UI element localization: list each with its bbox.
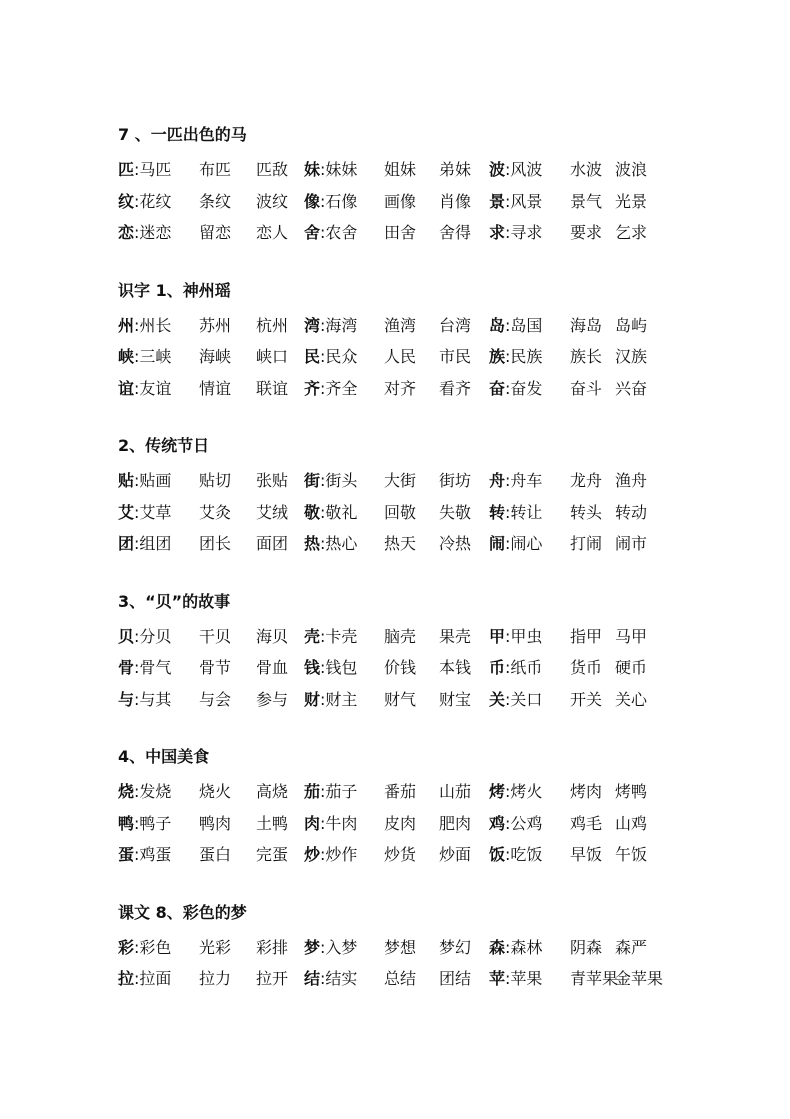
head-character: 贝 [118, 626, 135, 646]
section-title: 识字 1、神州瑶 [118, 280, 231, 300]
word: 画像 [384, 191, 417, 211]
head-character: 钱 [304, 658, 321, 677]
word: 市民 [439, 347, 472, 366]
section [118, 124, 678, 249]
vocab-row [118, 497, 678, 529]
vocab-row [118, 621, 678, 653]
word: 友谊 [139, 378, 172, 398]
word: 茄子 [325, 782, 358, 801]
word: 森严 [615, 937, 648, 957]
word: 峡口 [256, 347, 289, 366]
entry-first-word: 妹:妹妹 [304, 160, 358, 179]
word: 甲虫 [510, 626, 543, 646]
head-character: 民 [304, 347, 321, 366]
section [118, 280, 678, 405]
entry-first-word: 岛:岛国 [489, 315, 543, 335]
entry-first-word: 烤:烤火 [489, 782, 543, 801]
word: 岛国 [510, 315, 543, 335]
word: 海峡 [199, 347, 232, 366]
word: 要求 [570, 223, 603, 242]
head-character: 岛 [489, 315, 506, 335]
word: 烤肉 [570, 782, 603, 801]
vocab-row [118, 528, 678, 560]
word: 结实 [325, 969, 358, 988]
word: 炒面 [439, 845, 472, 864]
word: 钱包 [325, 658, 358, 677]
word: 艾绒 [256, 502, 289, 522]
word: 炒货 [384, 845, 417, 864]
head-character: 齐 [304, 378, 321, 398]
entry-first-word: 求:寻求 [489, 223, 543, 242]
word: 弟妹 [439, 160, 472, 179]
word: 鸭肉 [199, 813, 232, 833]
word: 民族 [510, 347, 543, 366]
word: 波浪 [615, 160, 648, 179]
word: 烤鸭 [615, 782, 648, 801]
word: 杭州 [256, 315, 289, 335]
head-character: 骨 [118, 658, 135, 677]
word: 海湾 [325, 315, 358, 335]
head-character: 像 [304, 191, 321, 211]
word: 与其 [139, 689, 172, 709]
word: 团长 [199, 534, 232, 553]
head-character: 烤 [489, 782, 506, 801]
word: 卡壳 [325, 626, 358, 646]
entry-first-word: 艾:艾草 [118, 502, 172, 522]
head-character: 彩 [118, 937, 135, 957]
vocab-row [118, 154, 678, 186]
word: 石像 [325, 191, 358, 211]
word: 纸币 [510, 658, 543, 677]
head-character: 蛋 [118, 845, 135, 864]
word: 舟车 [510, 471, 543, 490]
word: 敬礼 [325, 502, 358, 522]
word: 财宝 [439, 689, 472, 709]
entry-first-word: 民:民众 [304, 347, 358, 366]
word: 烤火 [510, 782, 543, 801]
word: 高烧 [256, 782, 289, 801]
word: 条纹 [199, 191, 232, 211]
entry-first-word: 州:州长 [118, 315, 172, 335]
word: 田舍 [384, 223, 417, 242]
vocab-row [118, 808, 678, 840]
word: 乞求 [615, 223, 648, 242]
word: 对齐 [384, 378, 417, 398]
word: 发烧 [139, 782, 172, 801]
word: 完蛋 [256, 845, 289, 864]
word: 鸭子 [139, 813, 172, 833]
word: 开关 [570, 689, 603, 709]
word: 梦想 [384, 937, 417, 957]
head-character: 峡 [118, 347, 135, 366]
entry-first-word: 像:石像 [304, 191, 358, 211]
section-title: 课文 8、彩色的梦 [118, 902, 247, 922]
vocab-row [118, 310, 678, 342]
entry-first-word: 舟:舟车 [489, 471, 543, 490]
word: 面团 [256, 534, 289, 553]
word: 街头 [325, 471, 358, 490]
entry-first-word: 波:风波 [489, 160, 543, 179]
word: 渔舟 [615, 471, 648, 490]
vocab-row [118, 373, 678, 405]
word: 拉开 [256, 969, 289, 988]
word: 彩排 [256, 937, 289, 957]
section-title: 3、“贝”的故事 [118, 591, 231, 611]
vocab-row [118, 465, 678, 497]
entry-first-word: 烧:发烧 [118, 782, 172, 801]
word: 财气 [384, 689, 417, 709]
word: 山鸡 [615, 813, 648, 833]
entry-first-word: 转:转让 [489, 502, 543, 522]
word: 午饭 [615, 845, 648, 864]
word: 奋斗 [570, 378, 603, 398]
head-character: 梦 [304, 937, 321, 957]
word: 龙舟 [570, 471, 603, 490]
word: 海贝 [256, 626, 289, 646]
vocab-row [118, 217, 678, 249]
word: 金苹果 [615, 969, 664, 988]
word: 马匹 [139, 160, 172, 179]
head-character: 烧 [118, 782, 135, 801]
head-character: 茄 [304, 782, 321, 801]
entry-first-word: 贴:贴画 [118, 471, 172, 490]
section [118, 435, 678, 560]
entry-first-word: 齐:齐全 [304, 378, 358, 398]
word: 奋发 [510, 378, 543, 398]
entry-first-word: 贝:分贝 [118, 626, 172, 646]
word: 看齐 [439, 378, 472, 398]
entry-first-word: 蛋:鸡蛋 [118, 845, 172, 864]
word: 干贝 [199, 626, 232, 646]
head-character: 转 [489, 502, 506, 522]
word: 参与 [256, 689, 289, 709]
word: 齐全 [325, 378, 358, 398]
head-character: 贴 [118, 471, 135, 490]
word: 贴切 [199, 471, 232, 490]
word: 联谊 [256, 378, 289, 398]
word: 骨气 [139, 658, 172, 677]
word: 炒作 [325, 845, 358, 864]
head-character: 饭 [489, 845, 506, 864]
head-character: 族 [489, 347, 506, 366]
entry-first-word: 森:森林 [489, 937, 543, 957]
word: 公鸡 [510, 813, 543, 833]
entry-first-word: 梦:入梦 [304, 937, 358, 957]
vocab-row [118, 341, 678, 373]
word: 三峡 [139, 347, 172, 366]
word: 闹心 [510, 534, 543, 553]
entry-first-word: 纹:花纹 [118, 191, 172, 211]
entry-first-word: 恋:迷恋 [118, 223, 172, 242]
word: 本钱 [439, 658, 472, 677]
word: 民众 [325, 347, 358, 366]
entry-first-word: 热:热心 [304, 534, 358, 553]
document [118, 124, 678, 1026]
word: 渔湾 [384, 315, 417, 335]
head-character: 谊 [118, 378, 135, 398]
head-character: 团 [118, 534, 135, 553]
word: 台湾 [439, 315, 472, 335]
word: 人民 [384, 347, 417, 366]
word: 留恋 [199, 223, 232, 242]
section-title: 7 、一匹出色的马 [118, 125, 247, 144]
word: 鸡毛 [570, 813, 603, 833]
word: 拉面 [139, 969, 172, 988]
entry-first-word: 骨:骨气 [118, 658, 172, 677]
word: 妹妹 [325, 160, 358, 179]
head-character: 币 [489, 658, 506, 677]
head-character: 鸡 [489, 813, 506, 833]
entry-first-word: 钱:钱包 [304, 658, 358, 677]
entry-first-word: 团:组团 [118, 534, 172, 553]
vocab-row [118, 932, 678, 964]
head-character: 肉 [304, 813, 321, 833]
word: 苹果 [510, 969, 543, 988]
word: 岛屿 [615, 315, 648, 335]
word: 与会 [199, 689, 232, 709]
word: 水波 [570, 160, 603, 179]
word: 迷恋 [139, 223, 172, 242]
entry-first-word: 结:结实 [304, 969, 358, 988]
head-character: 壳 [304, 626, 321, 646]
word: 关心 [615, 689, 648, 709]
head-character: 舟 [489, 471, 506, 490]
word: 骨血 [256, 658, 289, 677]
word: 马甲 [615, 626, 648, 646]
word: 总结 [384, 969, 417, 988]
word: 闹市 [615, 534, 648, 553]
head-character: 景 [489, 191, 506, 211]
head-character: 街 [304, 471, 321, 490]
word: 价钱 [384, 658, 417, 677]
word: 土鸭 [256, 813, 289, 833]
word: 农舍 [325, 223, 358, 242]
word: 团结 [439, 969, 472, 988]
word: 烧火 [199, 782, 232, 801]
word: 光景 [615, 191, 648, 211]
entry-first-word: 族:民族 [489, 347, 543, 366]
word: 脑壳 [384, 626, 417, 646]
entry-first-word: 苹:苹果 [489, 969, 543, 988]
word: 梦幻 [439, 937, 472, 957]
entry-first-word: 壳:卡壳 [304, 626, 358, 646]
word: 阴森 [570, 937, 603, 957]
entry-first-word: 财:财主 [304, 689, 358, 709]
word: 光彩 [199, 937, 232, 957]
head-character: 炒 [304, 845, 321, 864]
vocab-row [118, 963, 678, 995]
word: 番茄 [384, 782, 417, 801]
word: 鸡蛋 [139, 845, 172, 864]
head-character: 与 [118, 689, 135, 709]
head-character: 波 [489, 160, 506, 179]
head-character: 舍 [304, 223, 321, 242]
word: 失敬 [439, 502, 472, 522]
entry-first-word: 茄:茄子 [304, 782, 358, 801]
word: 舍得 [439, 223, 472, 242]
head-character: 关 [489, 689, 506, 709]
head-character: 纹 [118, 191, 135, 211]
word: 转动 [615, 502, 648, 522]
head-character: 艾 [118, 502, 135, 522]
entry-first-word: 拉:拉面 [118, 969, 172, 988]
word: 寻求 [510, 223, 543, 242]
word: 分贝 [139, 626, 172, 646]
word: 匹敌 [256, 160, 289, 179]
word: 财主 [325, 689, 358, 709]
entry-first-word: 彩:彩色 [118, 937, 172, 957]
head-character: 妹 [304, 160, 321, 179]
word: 山茄 [439, 782, 472, 801]
word: 拉力 [199, 969, 232, 988]
word: 转让 [510, 502, 543, 522]
word: 骨节 [199, 658, 232, 677]
word: 牛肉 [325, 813, 358, 833]
word: 艾草 [139, 502, 172, 522]
head-character: 鸭 [118, 813, 135, 833]
word: 风景 [510, 191, 543, 211]
vocab-row [118, 186, 678, 218]
word: 张贴 [256, 471, 289, 490]
word: 回敬 [384, 502, 417, 522]
word: 关口 [510, 689, 543, 709]
entry-first-word: 匹:马匹 [118, 160, 172, 179]
head-character: 拉 [118, 969, 135, 988]
head-character: 闹 [489, 534, 506, 553]
vocab-row [118, 652, 678, 684]
word: 彩色 [139, 937, 172, 957]
word: 汉族 [615, 347, 648, 366]
vocab-row [118, 776, 678, 808]
head-character: 敬 [304, 502, 321, 522]
word: 肥肉 [439, 813, 472, 833]
entry-first-word: 舍:农舍 [304, 223, 358, 242]
word: 波纹 [256, 191, 289, 211]
head-character: 匹 [118, 160, 135, 179]
word: 海岛 [570, 315, 603, 335]
word: 热心 [325, 534, 358, 553]
word: 打闹 [570, 534, 603, 553]
word: 转头 [570, 502, 603, 522]
section-title: 4、中国美食 [118, 747, 210, 766]
entry-first-word: 关:关口 [489, 689, 543, 709]
word: 布匹 [199, 160, 232, 179]
head-character: 热 [304, 534, 321, 553]
head-character: 湾 [304, 315, 321, 335]
head-character: 甲 [489, 626, 506, 646]
head-character: 奋 [489, 378, 506, 398]
word: 货币 [570, 658, 603, 677]
word: 恋人 [256, 223, 289, 242]
word: 贴画 [139, 471, 172, 490]
word: 组团 [139, 534, 172, 553]
word: 族长 [570, 347, 603, 366]
word: 大街 [384, 471, 417, 490]
section-title: 2、传统节日 [118, 436, 210, 455]
head-character: 财 [304, 689, 321, 709]
word: 森林 [510, 937, 543, 957]
head-character: 苹 [489, 969, 506, 988]
head-character: 求 [489, 223, 506, 242]
word: 艾灸 [199, 502, 232, 522]
entry-first-word: 币:纸币 [489, 658, 543, 677]
word: 情谊 [199, 378, 232, 398]
word: 热天 [384, 534, 417, 553]
entry-first-word: 奋:奋发 [489, 378, 543, 398]
head-character: 结 [304, 969, 321, 988]
word: 入梦 [325, 937, 358, 957]
entry-first-word: 肉:牛肉 [304, 813, 358, 833]
entry-first-word: 景:风景 [489, 191, 543, 211]
word: 风波 [510, 160, 543, 179]
entry-first-word: 峡:三峡 [118, 347, 172, 366]
word: 苏州 [199, 315, 232, 335]
entry-first-word: 湾:海湾 [304, 315, 358, 335]
word: 皮肉 [384, 813, 417, 833]
entry-first-word: 闹:闹心 [489, 534, 543, 553]
word: 吃饭 [510, 845, 543, 864]
word: 姐妹 [384, 160, 417, 179]
entry-first-word: 与:与其 [118, 689, 172, 709]
entry-first-word: 炒:炒作 [304, 845, 358, 864]
section [118, 591, 678, 716]
entry-first-word: 鸭:鸭子 [118, 813, 172, 833]
vocab-row [118, 684, 678, 716]
head-character: 森 [489, 937, 506, 957]
word: 冷热 [439, 534, 472, 553]
word: 兴奋 [615, 378, 648, 398]
word: 州长 [139, 315, 172, 335]
head-character: 恋 [118, 223, 135, 242]
word: 肖像 [439, 191, 472, 211]
section [118, 746, 678, 871]
entry-first-word: 街:街头 [304, 471, 358, 490]
entry-first-word: 谊:友谊 [118, 378, 172, 398]
word: 指甲 [570, 626, 603, 646]
entry-first-word: 饭:吃饭 [489, 845, 543, 864]
word: 果壳 [439, 626, 472, 646]
entry-first-word: 敬:敬礼 [304, 502, 358, 522]
word: 街坊 [439, 471, 472, 490]
word: 景气 [570, 191, 603, 211]
word: 花纹 [139, 191, 172, 211]
entry-first-word: 鸡:公鸡 [489, 813, 543, 833]
vocab-row [118, 839, 678, 871]
word: 青苹果 [570, 969, 619, 988]
word: 蛋白 [199, 845, 232, 864]
word: 硬币 [615, 658, 648, 677]
section [118, 902, 678, 995]
word: 早饭 [570, 845, 603, 864]
head-character: 州 [118, 315, 135, 335]
entry-first-word: 甲:甲虫 [489, 626, 543, 646]
